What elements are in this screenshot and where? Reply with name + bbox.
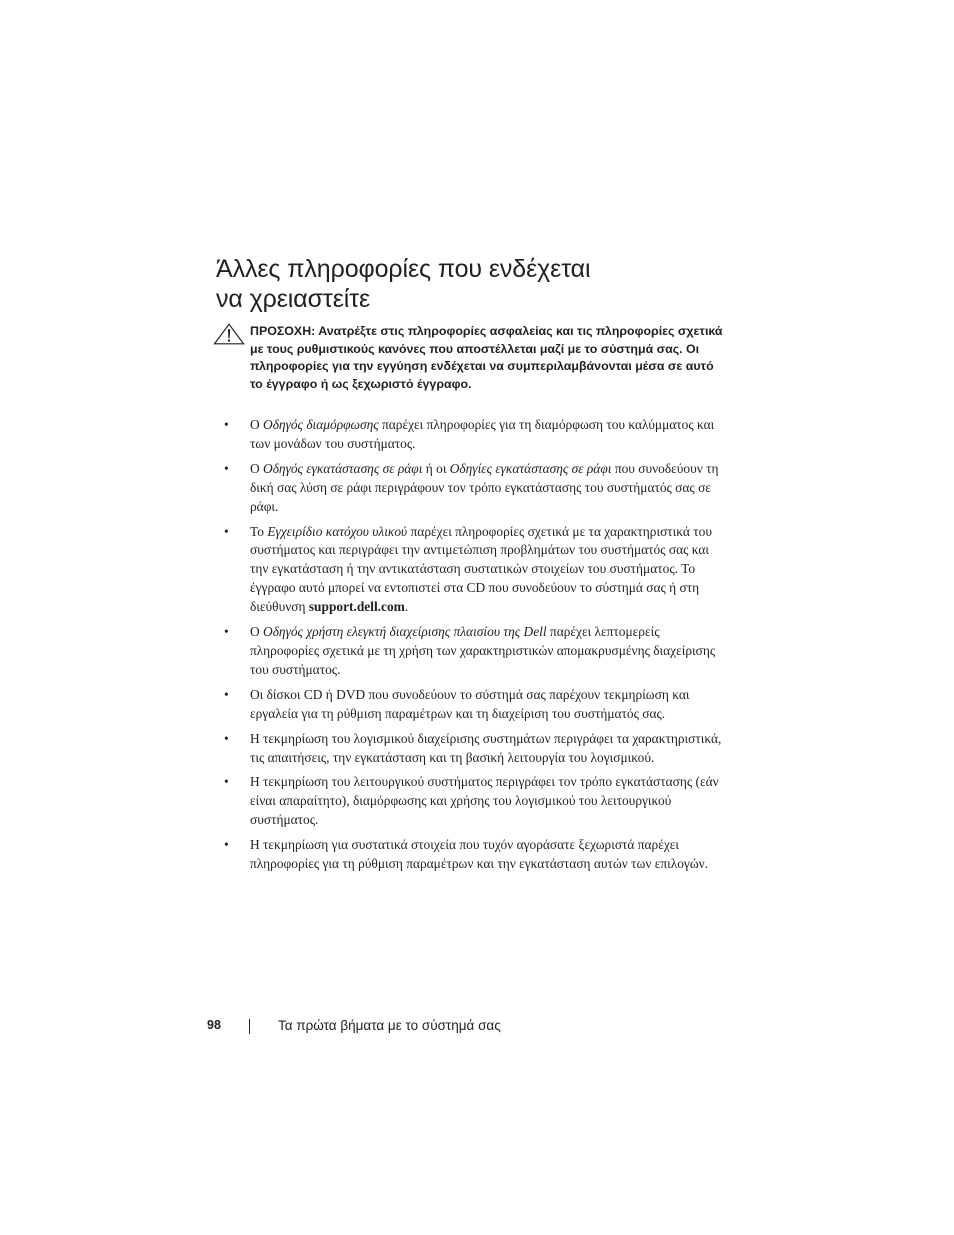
item-text: Το (250, 523, 268, 539)
section-title: Τα πρώτα βήματα με το σύστημά σας (278, 1018, 501, 1033)
list-item (224, 416, 724, 454)
item-text: Η τεκμηρίωση του λειτουργικού συστήματος περιγράφει τον τρόπο εγκατάστασης (εάν είναι απαραίτητο), διαμόρφωσης και χρήσης του λογισμικού του λειτουργικού συστήματος. (250, 774, 719, 828)
list-item (224, 686, 724, 724)
documentation-list (224, 416, 724, 880)
bullet: • (224, 686, 229, 702)
bullet: • (224, 837, 229, 853)
list-item (224, 773, 724, 830)
caution-notice (213, 323, 723, 393)
list-item (224, 523, 724, 618)
footer-divider (249, 1019, 250, 1034)
item-text: Η τεκμηρίωση για συστατικά στοιχεία που τυχόν αγοράσατε ξεχωριστά παρέχει πληροφορίες για τη ρύθμιση παραμέτρων και την εγκατάσταση αυτών των επιλογών. (250, 837, 709, 872)
list-item (224, 623, 724, 680)
warning-triangle-icon (213, 323, 245, 345)
bullet: • (224, 774, 229, 790)
item-text: Ο (250, 624, 264, 640)
caution-text: ΠΡΟΣΟΧΗ: Ανατρέξτε στις πληροφορίες ασφαλείας και τις πληροφορίες σχετικά με τους ρυθμιστικούς κανόνες που αποστέλλεται μαζί με το σύστημά σας. Οι πληροφορίες για την εγγύηση ενδέχεται να συμπεριλαμβάνονται μέσα σε αυτό το έγγραφο ή ως ξεχωριστό έγγραφο. (250, 324, 723, 391)
heading-line-2: να χρειαστείτε (216, 285, 371, 313)
item-text: Ο (250, 417, 264, 432)
list-item (224, 460, 724, 517)
heading-line-1: Άλλες πληροφορίες που ενδέχεται (216, 255, 591, 283)
item-text: παρέχει πληροφορίες σχετικά με τα χαρακτηριστικά του συστήματος και περιγράφει την αντιμετώπιση προβλημάτων του συστήματός σας και την εγκατάσταση ή την αντικατάσταση συστατικών στοιχείων του συστήματος. Το έγγραφο αυτό μπορεί να εντοπιστεί στα CD που συνοδεύουν το σύστημά σας ή στη διεύθυνση (250, 523, 712, 615)
item-text: Η τεκμηρίωση του λογισμικού διαχείρισης συστημάτων περιγράφει τα χαρακτηριστικά, τις απαιτήσεις, την εγκατάσταση και τη βασική λειτουργία του λογισμικού. (250, 730, 722, 765)
item-text: Ο (250, 460, 264, 476)
item-text: παρέχει πληροφορίες για τη διαμόρφωση του καλύμματος και των μονάδων του συστήματος. (250, 417, 715, 451)
bullet: • (224, 460, 229, 476)
item-text: που συνοδεύουν τη δική σας λύση σε ράφι περιγράφουν τον τρόπο εγκατάστασης του συστήματός σας σε ράφι. (250, 460, 719, 514)
item-text: ή οι (422, 460, 450, 476)
document-title: Οδηγός εγκατάστασης σε ράφι (263, 460, 423, 476)
page-heading (216, 254, 590, 314)
list-item (224, 730, 724, 768)
document-title: Οδηγός χρήστη ελεγκτή διαχείρισης πλαισίου της Dell (263, 624, 547, 640)
item-text: παρέχει λεπτομερείς πληροφορίες σχετικά με τη χρήση των χαρακτηριστικών απομακρυσμένης διαχείρισης του συστήματος. (250, 624, 716, 677)
bullet: • (224, 417, 229, 432)
list-item (224, 836, 724, 874)
item-text: Οι δίσκοι CD ή DVD που συνοδεύουν το σύστημά σας παρέχουν τεκμηρίωση και εργαλεία για τη ρύθμιση παραμέτρων και τη διαχείριση του συστήματός σας. (250, 686, 690, 721)
document-title: Οδηγός διαμόρφωσης (263, 417, 379, 432)
document-title: Οδηγίες εγκατάστασης σε ράφι (449, 460, 612, 476)
bullet: • (224, 523, 229, 539)
page-number: 98 (207, 1018, 221, 1032)
item-text: . (404, 599, 409, 615)
bullet: • (224, 730, 229, 746)
bullet: • (224, 624, 229, 640)
document-title: Εγχειρίδιο κατόχου υλικού (267, 523, 408, 539)
support-url: support.dell.com (308, 599, 405, 615)
